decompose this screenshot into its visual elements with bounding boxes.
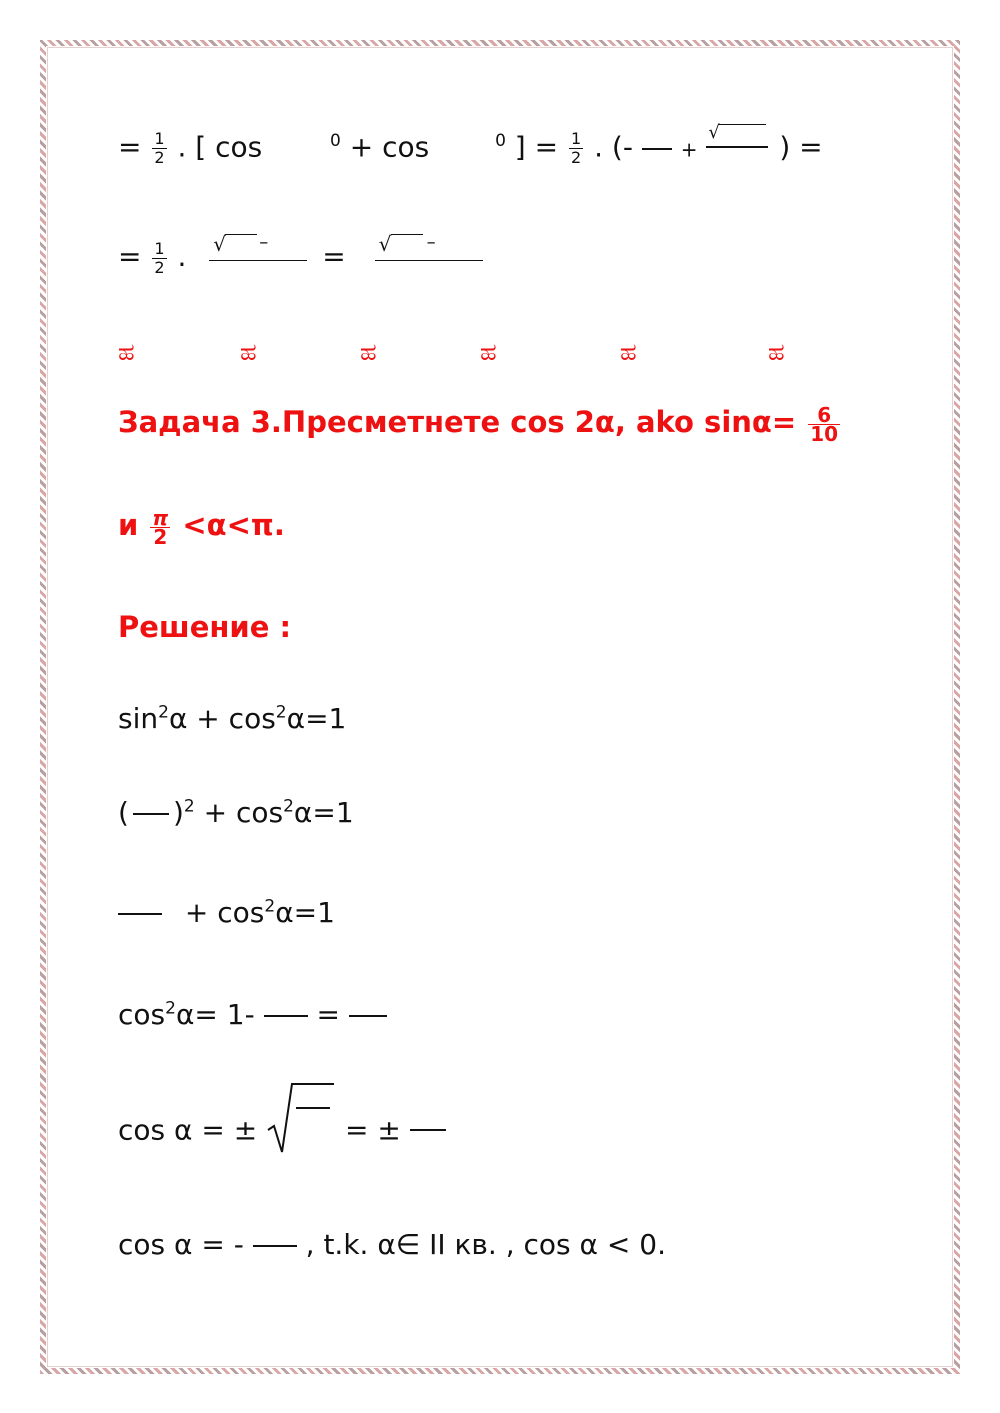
step-3: + $\cos^2\alpha=1$	[118, 896, 335, 929]
flourish-icon: ಹ	[620, 338, 637, 366]
blank-fraction	[133, 813, 169, 815]
sqrt-fraction-1: √ –	[209, 238, 309, 278]
sqrt-icon: √	[708, 121, 720, 143]
text: . [ cos	[177, 130, 263, 164]
flourish-icon: ಹ	[768, 338, 785, 366]
blank-fraction	[410, 1129, 446, 1131]
fraction-half: $\frac{1}{2}$	[154, 129, 165, 167]
flourish-icon: ಹ	[360, 338, 377, 366]
text: ] =	[514, 130, 559, 164]
blank-fraction	[349, 1015, 387, 1017]
blank-fraction	[118, 913, 162, 915]
fraction-half: $\frac{1}{2}$	[571, 129, 582, 167]
step-1: $\sin^2\alpha + \cos^2\alpha=1$	[118, 702, 347, 735]
plus: +	[680, 137, 698, 162]
equals: =	[118, 240, 151, 273]
dot: .	[177, 240, 187, 273]
solution-label: Решение :	[118, 610, 292, 644]
degree-sup: 0	[330, 131, 341, 152]
step-2: ( )$^2 + \cos^2\alpha=1$	[118, 796, 354, 829]
decorative-divider	[118, 338, 818, 368]
blank-fraction	[642, 148, 672, 150]
text: + cos	[349, 130, 430, 164]
flourish-icon: ಹ	[240, 338, 257, 366]
task-title: Задача 3.Пресметнете cos 2α, ako sinα= $\frac{6}{10}$	[118, 402, 839, 446]
sqrt-fraction-2: √ –	[375, 238, 485, 278]
blank-fraction	[253, 1245, 297, 1247]
step-4: $\cos^2\alpha= 1-$ =	[118, 998, 387, 1031]
formula-line-1	[118, 121, 823, 167]
text: . (-	[594, 130, 642, 164]
degree-sup: 0	[495, 131, 506, 152]
fraction-half: $\frac{1}{2}$	[154, 238, 165, 277]
sqrt-fraction	[706, 121, 770, 164]
flourish-icon: ಹ	[118, 338, 135, 366]
equals: =	[322, 240, 346, 273]
fraction-six-tenths: $\frac{6}{10}$	[810, 402, 839, 446]
equals: =	[118, 130, 151, 164]
flourish-icon: ಹ	[480, 338, 497, 366]
text: ) =	[779, 130, 823, 164]
blank-fraction	[264, 1015, 308, 1017]
formula-line-2	[118, 232, 485, 278]
sqrt-icon: √	[213, 232, 227, 256]
fraction-pi-half: $\frac{\pi}{2}$	[152, 505, 169, 549]
task-condition: и $\frac{\pi}{2}$ <α<π.	[118, 505, 285, 549]
step-6: cos α = - , t.k. α∈ II кв. , cos α < 0.	[118, 1228, 666, 1261]
sqrt-icon	[266, 1100, 336, 1160]
sqrt-icon: √	[378, 232, 392, 256]
step-5: cos α = ± = ±	[118, 1100, 446, 1180]
